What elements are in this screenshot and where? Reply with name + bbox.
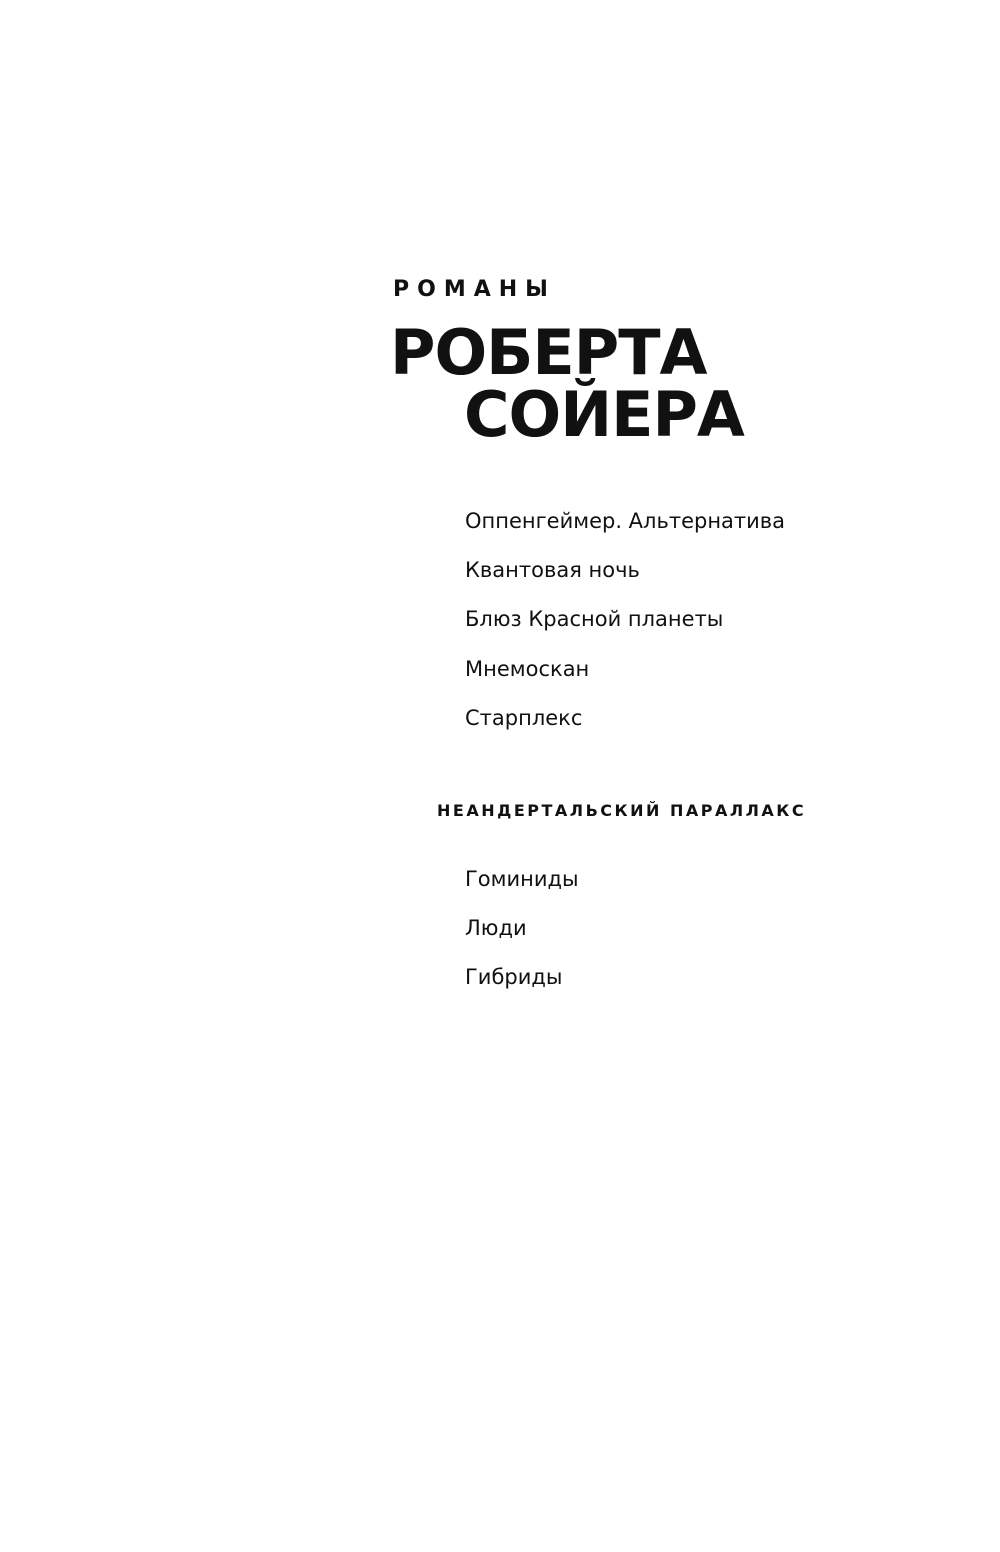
novel-title: Мнемоскан <box>465 656 590 681</box>
novel-title: Блюз Красной планеты <box>465 607 724 632</box>
novels-list <box>465 497 785 743</box>
series-book-title: Гибриды <box>465 965 563 990</box>
series-books-list <box>465 855 579 1003</box>
author-name-line-2: СОЙЕРА <box>464 378 744 451</box>
author-name-line-1: РОБЕРТА <box>390 316 707 389</box>
novel-title: Старплекс <box>465 705 583 730</box>
series-book-title: Гоминиды <box>465 867 579 891</box>
novel-title: Квантовая ночь <box>465 558 640 583</box>
series-heading: НЕАНДЕРТАЛЬСКИЙ ПАРАЛЛАКС <box>437 801 807 820</box>
novel-title: Оппенгеймер. Альтернатива <box>465 509 786 533</box>
section-kicker: РОМАНЫ <box>393 277 556 302</box>
author-name <box>390 316 744 451</box>
series-book-title: Люди <box>465 916 527 941</box>
